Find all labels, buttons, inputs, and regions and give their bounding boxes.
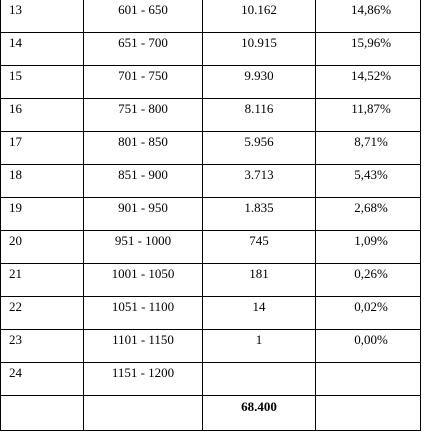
row-number: 15 bbox=[9, 68, 22, 83]
count-cell bbox=[203, 231, 316, 264]
table-row bbox=[1, 0, 421, 33]
total-range-cell bbox=[84, 396, 203, 431]
row-number-cell bbox=[1, 99, 84, 132]
row-number: 22 bbox=[9, 299, 22, 314]
range-cell bbox=[84, 33, 203, 66]
percent-cell bbox=[316, 99, 421, 132]
row-number: 13 bbox=[9, 2, 22, 17]
range-value: 601 - 650 bbox=[118, 2, 168, 17]
row-number-cell bbox=[1, 0, 84, 33]
table-row bbox=[1, 330, 421, 363]
percent-cell bbox=[316, 198, 421, 231]
count-value: 10.915 bbox=[241, 35, 277, 50]
range-cell bbox=[84, 330, 203, 363]
row-number-cell bbox=[1, 165, 84, 198]
count-value: 1.835 bbox=[244, 200, 274, 215]
percent-value: 8,71% bbox=[354, 134, 388, 149]
table-row bbox=[1, 198, 421, 231]
range-value: 851 - 900 bbox=[118, 167, 168, 182]
percent-cell bbox=[316, 330, 421, 363]
range-cell bbox=[84, 0, 203, 33]
range-value: 1151 - 1200 bbox=[111, 365, 175, 380]
total-count-cell bbox=[203, 396, 316, 431]
range-cell bbox=[84, 132, 203, 165]
count-cell bbox=[203, 0, 316, 33]
row-number: 17 bbox=[9, 134, 22, 149]
range-cell bbox=[84, 99, 203, 132]
total-count-value: 68.400 bbox=[241, 399, 277, 414]
row-number-cell bbox=[1, 132, 84, 165]
count-cell bbox=[203, 198, 316, 231]
count-value bbox=[203, 363, 315, 365]
table-row bbox=[1, 231, 421, 264]
table-row bbox=[1, 165, 421, 198]
row-number: 19 bbox=[9, 200, 22, 215]
percent-cell bbox=[316, 66, 421, 99]
count-value: 9.930 bbox=[244, 68, 274, 83]
total-row bbox=[1, 396, 421, 431]
percent-value: 5,43% bbox=[354, 167, 388, 182]
row-number-cell bbox=[1, 198, 84, 231]
percent-cell bbox=[316, 165, 421, 198]
range-value: 1101 - 1150 bbox=[112, 332, 174, 347]
percent-value bbox=[316, 363, 420, 365]
percent-cell bbox=[316, 264, 421, 297]
row-number-cell bbox=[1, 33, 84, 66]
range-cell bbox=[84, 297, 203, 330]
count-cell bbox=[203, 264, 316, 297]
row-number: 23 bbox=[9, 332, 22, 347]
table-row bbox=[1, 132, 421, 165]
table-row bbox=[1, 297, 421, 330]
percent-value: 0,00% bbox=[354, 332, 388, 347]
range-cell bbox=[84, 66, 203, 99]
row-number: 20 bbox=[9, 233, 22, 248]
percent-value: 15,96% bbox=[350, 35, 392, 50]
count-value: 181 bbox=[249, 266, 269, 281]
range-cell bbox=[84, 264, 203, 297]
row-number-cell bbox=[1, 66, 84, 99]
row-number: 18 bbox=[9, 167, 22, 182]
percent-value: 14,86% bbox=[350, 2, 392, 17]
range-cell bbox=[84, 198, 203, 231]
range-value: 801 - 850 bbox=[118, 134, 168, 149]
percent-value: 0,26% bbox=[354, 266, 388, 281]
count-cell bbox=[203, 33, 316, 66]
row-number-cell bbox=[1, 231, 84, 264]
percent-value: 0,02% bbox=[354, 299, 388, 314]
total-number bbox=[1, 396, 83, 398]
percent-cell bbox=[316, 132, 421, 165]
range-value: 701 - 750 bbox=[118, 68, 168, 83]
table-row bbox=[1, 363, 421, 396]
total-number-cell bbox=[1, 396, 84, 431]
range-value: 651 - 700 bbox=[118, 35, 168, 50]
range-value: 951 - 1000 bbox=[114, 233, 172, 248]
count-value: 1 bbox=[255, 332, 263, 347]
total-percent bbox=[316, 396, 420, 398]
count-value: 745 bbox=[249, 233, 269, 248]
table-row bbox=[1, 66, 421, 99]
range-cell bbox=[84, 165, 203, 198]
table-row bbox=[1, 99, 421, 132]
percent-cell bbox=[316, 33, 421, 66]
range-cell bbox=[84, 363, 203, 396]
percent-value: 14,52% bbox=[350, 68, 392, 83]
row-number-cell bbox=[1, 363, 84, 396]
table-row bbox=[1, 33, 421, 66]
percent-cell bbox=[316, 231, 421, 264]
count-cell bbox=[203, 165, 316, 198]
row-number: 24 bbox=[9, 365, 22, 380]
range-value: 1051 - 1100 bbox=[111, 299, 175, 314]
range-value: 751 - 800 bbox=[118, 101, 168, 116]
count-cell bbox=[203, 330, 316, 363]
row-number-cell bbox=[1, 264, 84, 297]
range-value: 901 - 950 bbox=[118, 200, 168, 215]
count-cell bbox=[203, 132, 316, 165]
count-value: 14 bbox=[252, 299, 266, 314]
row-number: 21 bbox=[9, 266, 22, 281]
percent-cell bbox=[316, 0, 421, 33]
count-cell bbox=[203, 99, 316, 132]
count-value: 8.116 bbox=[244, 101, 274, 116]
count-value: 5.956 bbox=[244, 134, 274, 149]
row-number-cell bbox=[1, 330, 84, 363]
range-cell bbox=[84, 231, 203, 264]
percent-value: 11,87% bbox=[351, 101, 391, 116]
row-number-cell bbox=[1, 297, 84, 330]
percent-cell bbox=[316, 297, 421, 330]
count-value: 10.162 bbox=[241, 2, 277, 17]
count-value: 3.713 bbox=[244, 167, 274, 182]
percent-value: 1,09% bbox=[354, 233, 388, 248]
row-number: 14 bbox=[9, 35, 22, 50]
table-row bbox=[1, 264, 421, 297]
range-value: 1001 - 1050 bbox=[111, 266, 175, 281]
total-range bbox=[84, 396, 202, 398]
table-body bbox=[1, 0, 421, 431]
total-percent-cell bbox=[316, 396, 421, 431]
percent-value: 2,68% bbox=[354, 200, 388, 215]
count-cell bbox=[203, 363, 316, 396]
percent-cell bbox=[316, 363, 421, 396]
count-cell bbox=[203, 66, 316, 99]
count-cell bbox=[203, 297, 316, 330]
row-number: 16 bbox=[9, 101, 22, 116]
